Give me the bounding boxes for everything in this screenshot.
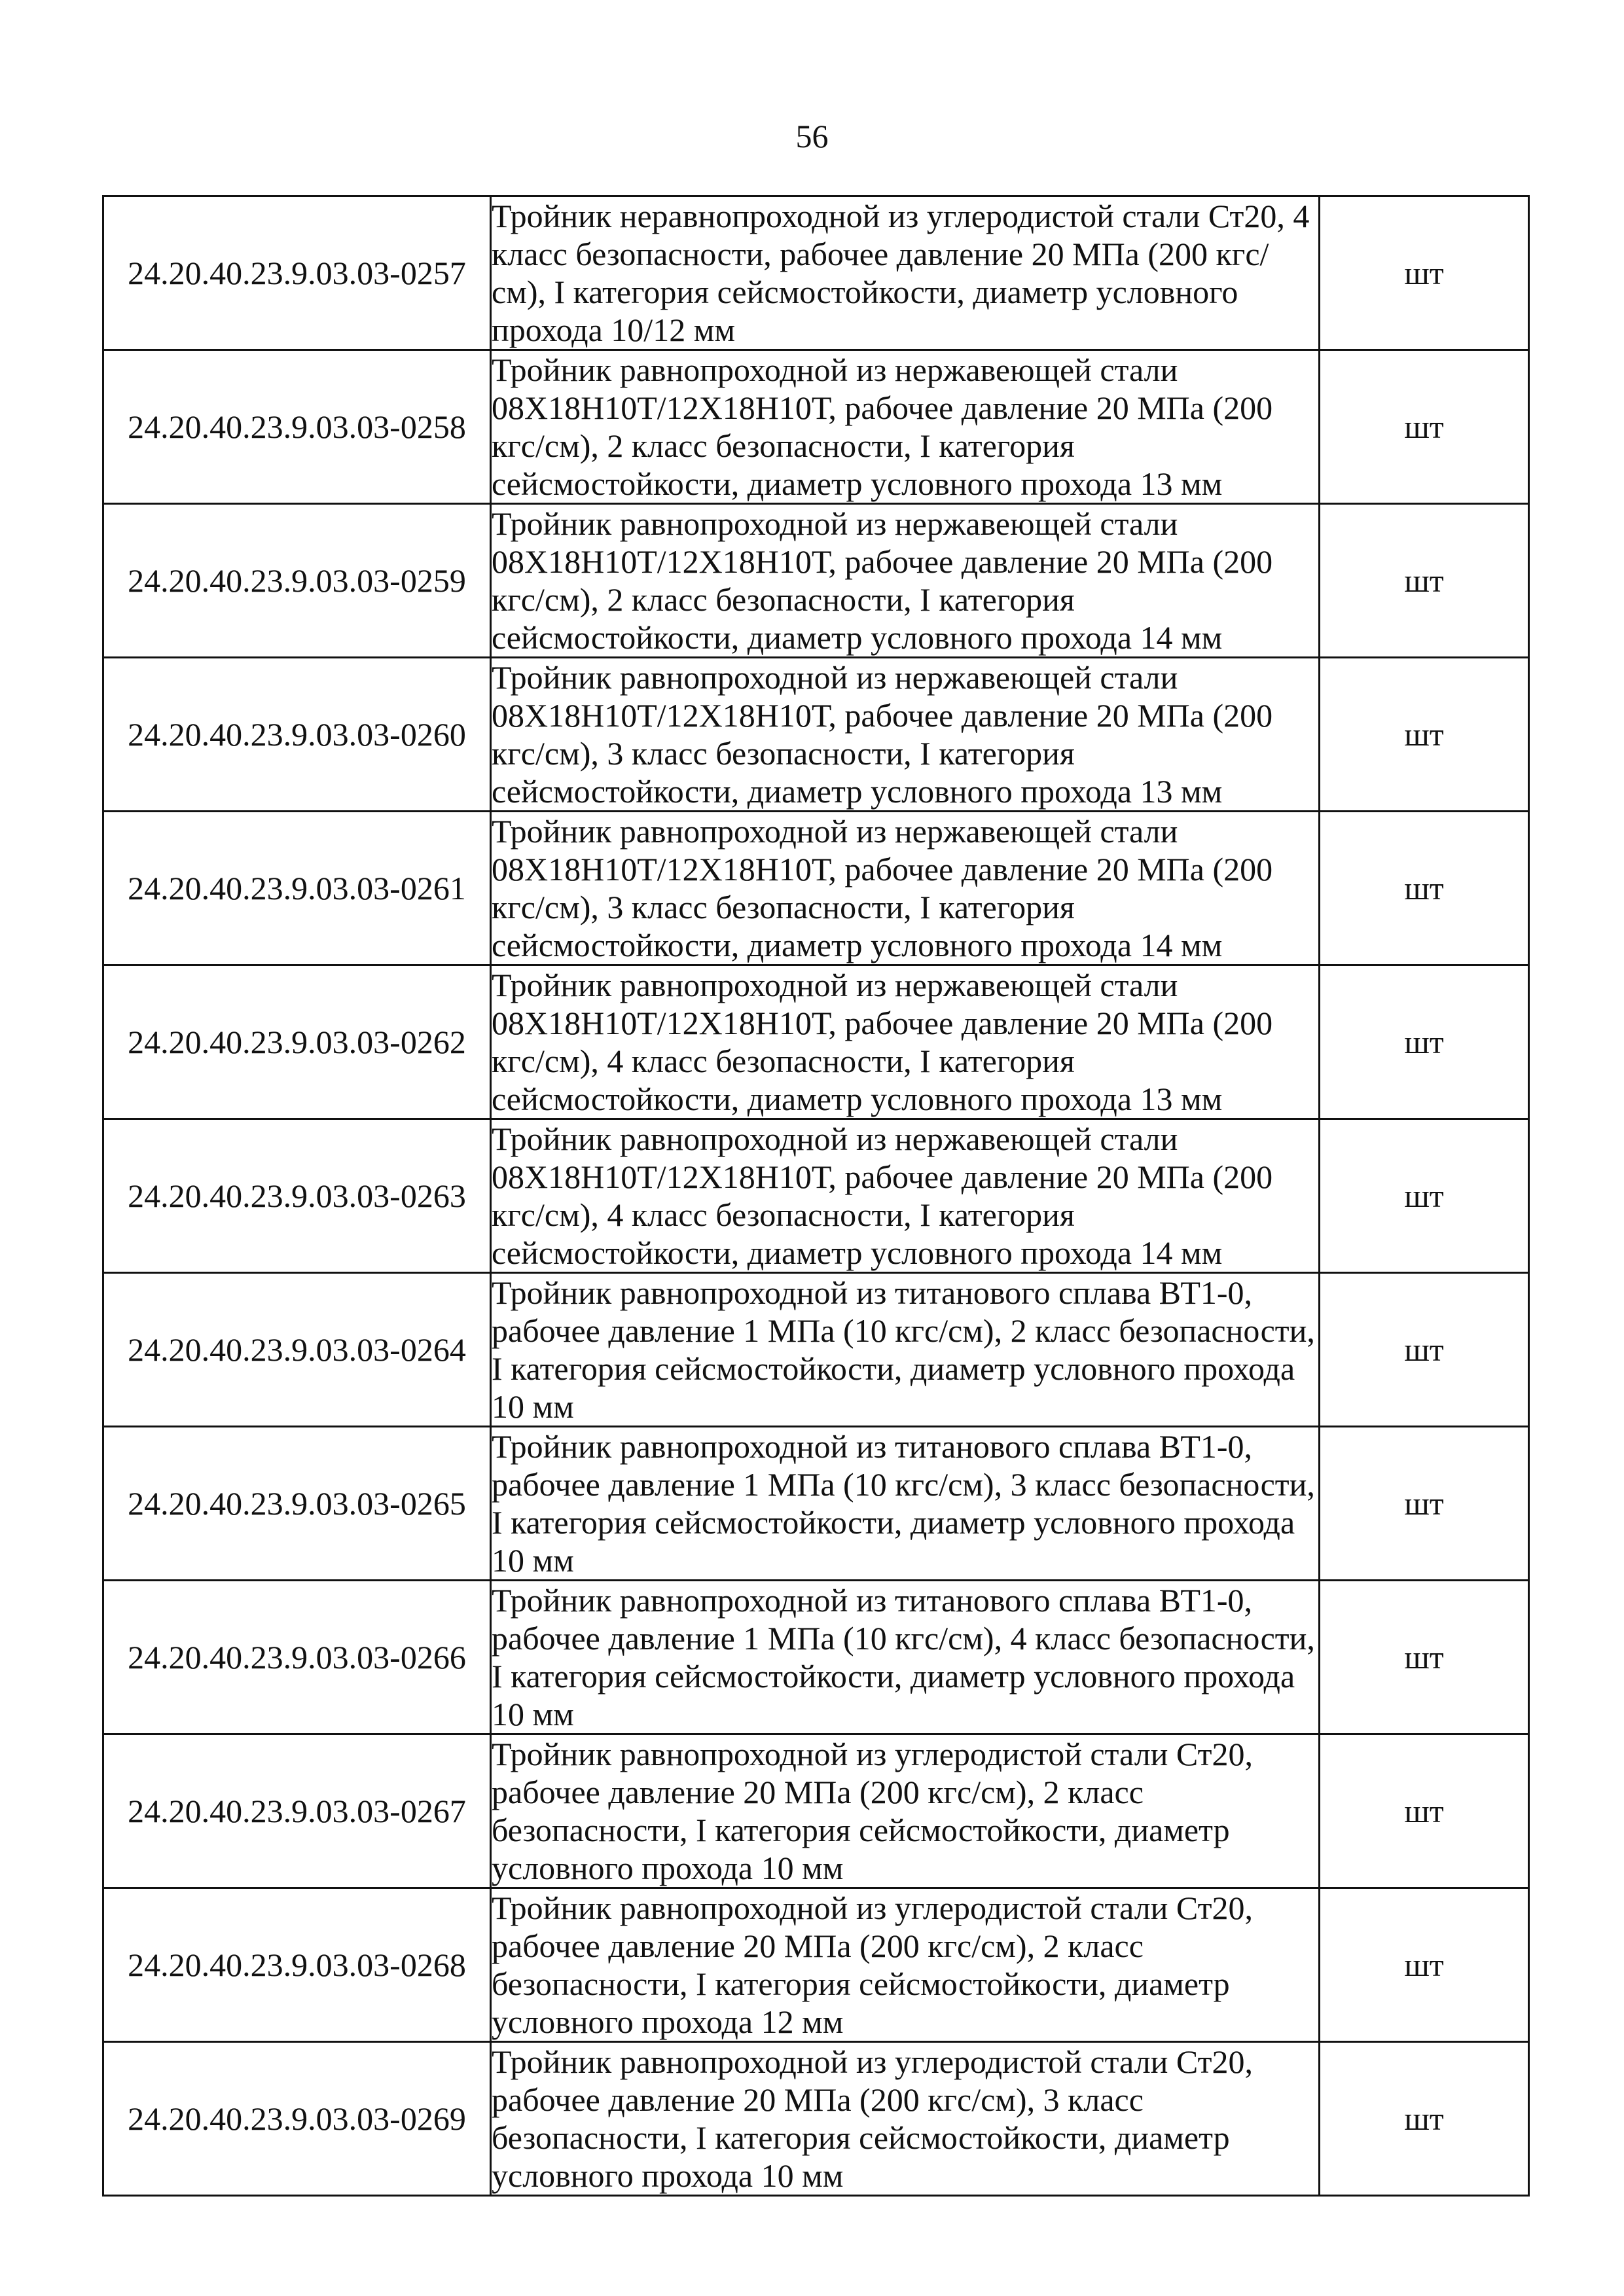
row-description-text: Тройник равнопроходной из титанового сплава ВТ1-0, рабочее давление 1 МПа (10 кгс/см), 2 класс безопасности, I категория сейсмостойкости, диаметр условного прохода 10 мм <box>492 1274 1315 1425</box>
row-code: 24.20.40.23.9.03.03-0257 <box>103 196 491 350</box>
row-unit: шт <box>1320 1581 1529 1734</box>
row-unit: шт <box>1320 658 1529 812</box>
row-description-text: Тройник равнопроходной из углеродистой стали Ст20, рабочее давление 20 МПа (200 кгс/см), 2 класс безопасности, I категория сейсмостойкости, диаметр условного прохода 12 мм <box>492 1890 1253 2040</box>
row-code: 24.20.40.23.9.03.03-0258 <box>103 350 491 504</box>
row-description <box>491 1581 1320 1734</box>
row-code: 24.20.40.23.9.03.03-0263 <box>103 1119 491 1273</box>
row-code: 24.20.40.23.9.03.03-0267 <box>103 1734 491 1888</box>
table-row <box>103 812 1529 965</box>
row-description-text: Тройник равнопроходной из нержавеющей стали 08Х18Н10Т/12Х18Н10Т, рабочее давление 20 МПа (200 кгс/см), 4 класс безопасности, I категория сейсмостойкости, диаметр условного прохода 14 мм <box>492 1121 1273 1271</box>
row-unit: шт <box>1320 1273 1529 1427</box>
row-description <box>491 2042 1320 2196</box>
row-description-text: Тройник равнопроходной из нержавеющей стали 08Х18Н10Т/12Х18Н10Т, рабочее давление 20 МПа (200 кгс/см), 3 класс безопасности, I категория сейсмостойкости, диаметр условного прохода 14 мм <box>492 813 1273 963</box>
row-description <box>491 658 1320 812</box>
table-row <box>103 1888 1529 2042</box>
row-description-text: Тройник равнопроходной из нержавеющей стали 08Х18Н10Т/12Х18Н10Т, рабочее давление 20 МПа (200 кгс/см), 4 класс безопасности, I категория сейсмостойкости, диаметр условного прохода 13 мм <box>492 967 1273 1117</box>
row-unit: шт <box>1320 812 1529 965</box>
table-row <box>103 350 1529 504</box>
row-unit: шт <box>1320 1119 1529 1273</box>
row-description <box>491 1119 1320 1273</box>
row-description-text: Тройник неравнопроходной из углеродистой стали Ст20, 4 класс безопасности, рабочее давление 20 МПа (200 кгс/см), I категория сейсмостойкости, диаметр условного прохода 10/12 мм <box>492 198 1310 348</box>
row-description <box>491 1427 1320 1581</box>
row-unit: шт <box>1320 504 1529 658</box>
row-code: 24.20.40.23.9.03.03-0266 <box>103 1581 491 1734</box>
row-unit: шт <box>1320 965 1529 1119</box>
table-row <box>103 1119 1529 1273</box>
row-unit: шт <box>1320 1888 1529 2042</box>
table-row <box>103 196 1529 350</box>
table-row <box>103 504 1529 658</box>
row-code: 24.20.40.23.9.03.03-0259 <box>103 504 491 658</box>
row-code: 24.20.40.23.9.03.03-0265 <box>103 1427 491 1581</box>
row-description-text: Тройник равнопроходной из нержавеющей стали 08Х18Н10Т/12Х18Н10Т, рабочее давление 20 МПа (200 кгс/см), 2 класс безопасности, I категория сейсмостойкости, диаметр условного прохода 14 мм <box>492 505 1273 656</box>
page-number: 56 <box>795 118 829 154</box>
row-unit: шт <box>1320 1427 1529 1581</box>
row-description-text: Тройник равнопроходной из нержавеющей стали 08Х18Н10Т/12Х18Н10Т, рабочее давление 20 МПа (200 кгс/см), 2 класс безопасности, I категория сейсмостойкости, диаметр условного прохода 13 мм <box>492 351 1273 502</box>
row-description <box>491 965 1320 1119</box>
table-row <box>103 1427 1529 1581</box>
row-unit: шт <box>1320 196 1529 350</box>
row-code: 24.20.40.23.9.03.03-0268 <box>103 1888 491 2042</box>
table-row <box>103 2042 1529 2196</box>
catalog-table <box>102 195 1530 2197</box>
table-row <box>103 658 1529 812</box>
row-description-text: Тройник равнопроходной из титанового сплава ВТ1-0, рабочее давление 1 МПа (10 кгс/см), 4 класс безопасности, I категория сейсмостойкости, диаметр условного прохода 10 мм <box>492 1582 1315 1732</box>
row-description <box>491 812 1320 965</box>
row-description-text: Тройник равнопроходной из углеродистой стали Ст20, рабочее давление 20 МПа (200 кгс/см), 3 класс безопасности, I категория сейсмостойкости, диаметр условного прохода 10 мм <box>492 2043 1253 2194</box>
row-description <box>491 504 1320 658</box>
row-description-text: Тройник равнопроходной из нержавеющей стали 08Х18Н10Т/12Х18Н10Т, рабочее давление 20 МПа (200 кгс/см), 3 класс безопасности, I категория сейсмостойкости, диаметр условного прохода 13 мм <box>492 659 1273 810</box>
row-unit: шт <box>1320 1734 1529 1888</box>
row-code: 24.20.40.23.9.03.03-0269 <box>103 2042 491 2196</box>
row-description <box>491 1888 1320 2042</box>
row-code: 24.20.40.23.9.03.03-0261 <box>103 812 491 965</box>
row-description <box>491 350 1320 504</box>
row-description-text: Тройник равнопроходной из титанового сплава ВТ1-0, рабочее давление 1 МПа (10 кгс/см), 3 класс безопасности, I категория сейсмостойкости, диаметр условного прохода 10 мм <box>492 1428 1315 1579</box>
table-row <box>103 1734 1529 1888</box>
row-code: 24.20.40.23.9.03.03-0262 <box>103 965 491 1119</box>
row-code: 24.20.40.23.9.03.03-0264 <box>103 1273 491 1427</box>
table-row <box>103 1581 1529 1734</box>
row-description <box>491 196 1320 350</box>
table-row <box>103 965 1529 1119</box>
row-description <box>491 1273 1320 1427</box>
row-description-text: Тройник равнопроходной из углеродистой стали Ст20, рабочее давление 20 МПа (200 кгс/см), 2 класс безопасности, I категория сейсмостойкости, диаметр условного прохода 10 мм <box>492 1736 1253 1886</box>
row-unit: шт <box>1320 350 1529 504</box>
row-code: 24.20.40.23.9.03.03-0260 <box>103 658 491 812</box>
row-description <box>491 1734 1320 1888</box>
table-row <box>103 1273 1529 1427</box>
row-unit: шт <box>1320 2042 1529 2196</box>
